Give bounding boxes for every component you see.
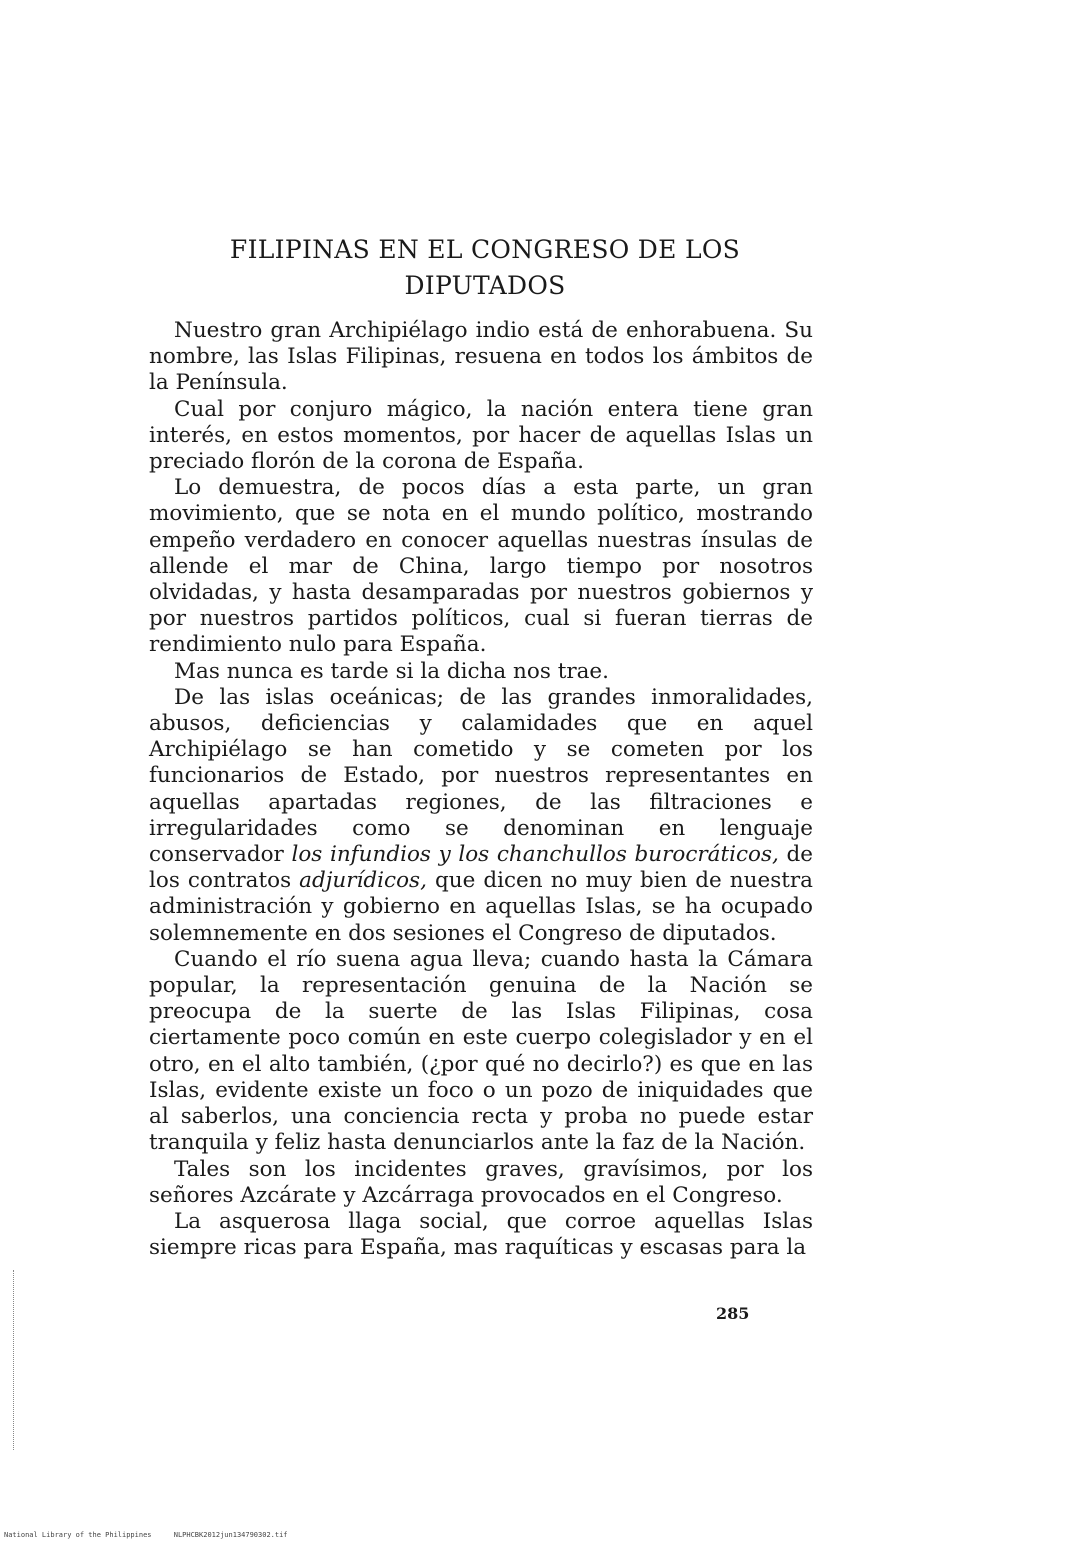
paragraph-2: Cual por conjuro mágico, la nación entera tiene gran interés, en estos momentos, por hacer de aquellas Islas un preciado florón de la corona de España. <box>149 396 813 475</box>
paragraph-8: La asquerosa llaga social, que corroe aquellas Islas siempre ricas para España, mas raquíticas y escasas para la <box>149 1208 813 1261</box>
paragraph-5-italic-1: los infundios y los chanchullos burocráticos, <box>291 842 779 868</box>
footer-file-id: NLPHCBK2012jun134790302.tif <box>173 1531 288 1539</box>
paragraph-3: Lo demuestra, de pocos días a esta parte, un gran movimiento, que se nota en el mundo político, mostrando empeño verdadero en conocer aquellas nuestras ínsulas de allende el mar de China, largo tiempo por nosotros olvidadas, y hasta desamparadas por nuestros gobiernos y por nuestros partidos políticos, cual si fueran tierras de rendimiento nulo para España. <box>149 475 813 658</box>
article-body <box>149 318 813 1261</box>
paragraph-5-part-1: De las islas oceánicas; de las grandes inmoralidades, abusos, deficiencias y calamidades que en aquel Archipiélago se han cometido y se cometen por los funcionarios de Estado, por nuestros representantes en aquellas apartadas regiones, de las filtraciones e irregularidades como se denominan en lenguaje conservador <box>149 684 813 868</box>
scan-footer <box>4 1531 306 1539</box>
paragraph-5-part-2: de los contratos <box>149 842 813 894</box>
title-line-1: FILIPINAS EN EL CONGRESO DE LOS <box>229 235 741 264</box>
paragraph-4: Mas nunca es tarde si la dicha nos trae. <box>174 658 609 684</box>
paragraph-5 <box>149 685 813 947</box>
paragraph-5-italic-2: adjurídicos, <box>299 868 427 894</box>
footer-library: National Library of the Philippines <box>4 1531 152 1539</box>
paragraph-1: Nuestro gran Archipiélago indio está de enhorabuena. Su nombre, las Islas Filipinas, resuena en todos los ámbitos de la Península. <box>149 318 813 396</box>
binding-mark <box>13 1270 15 1450</box>
paragraph-5-part-3: que dicen no muy bien de nuestra administración y gobierno en aquellas Islas, se ha ocupado solemnemente en dos sesiones el Congreso de diputados. <box>149 868 813 946</box>
page-title <box>150 232 820 304</box>
title-line-2: DIPUTADOS <box>404 271 566 300</box>
paragraph-6: Cuando el río suena agua lleva; cuando hasta la Cámara popular, la representación genuina de la Nación se preocupa de la suerte de las Islas Filipinas, cosa ciertamente poco común en este cuerpo colegislador y en el otro, en el alto también, (¿por qué no decirlo?) es que en las Islas, evidente existe un foco o un pozo de iniquidades que al saberlos, una conciencia recta y proba no puede estar tranquila y feliz hasta denunciarlos ante la faz de la Nación. <box>149 946 813 1156</box>
paragraph-7: Tales son los incidentes graves, gravísimos, por los señores Azcárate y Azcárraga provocados en el Congreso. <box>149 1156 813 1208</box>
page-number: 285 <box>716 1304 750 1323</box>
